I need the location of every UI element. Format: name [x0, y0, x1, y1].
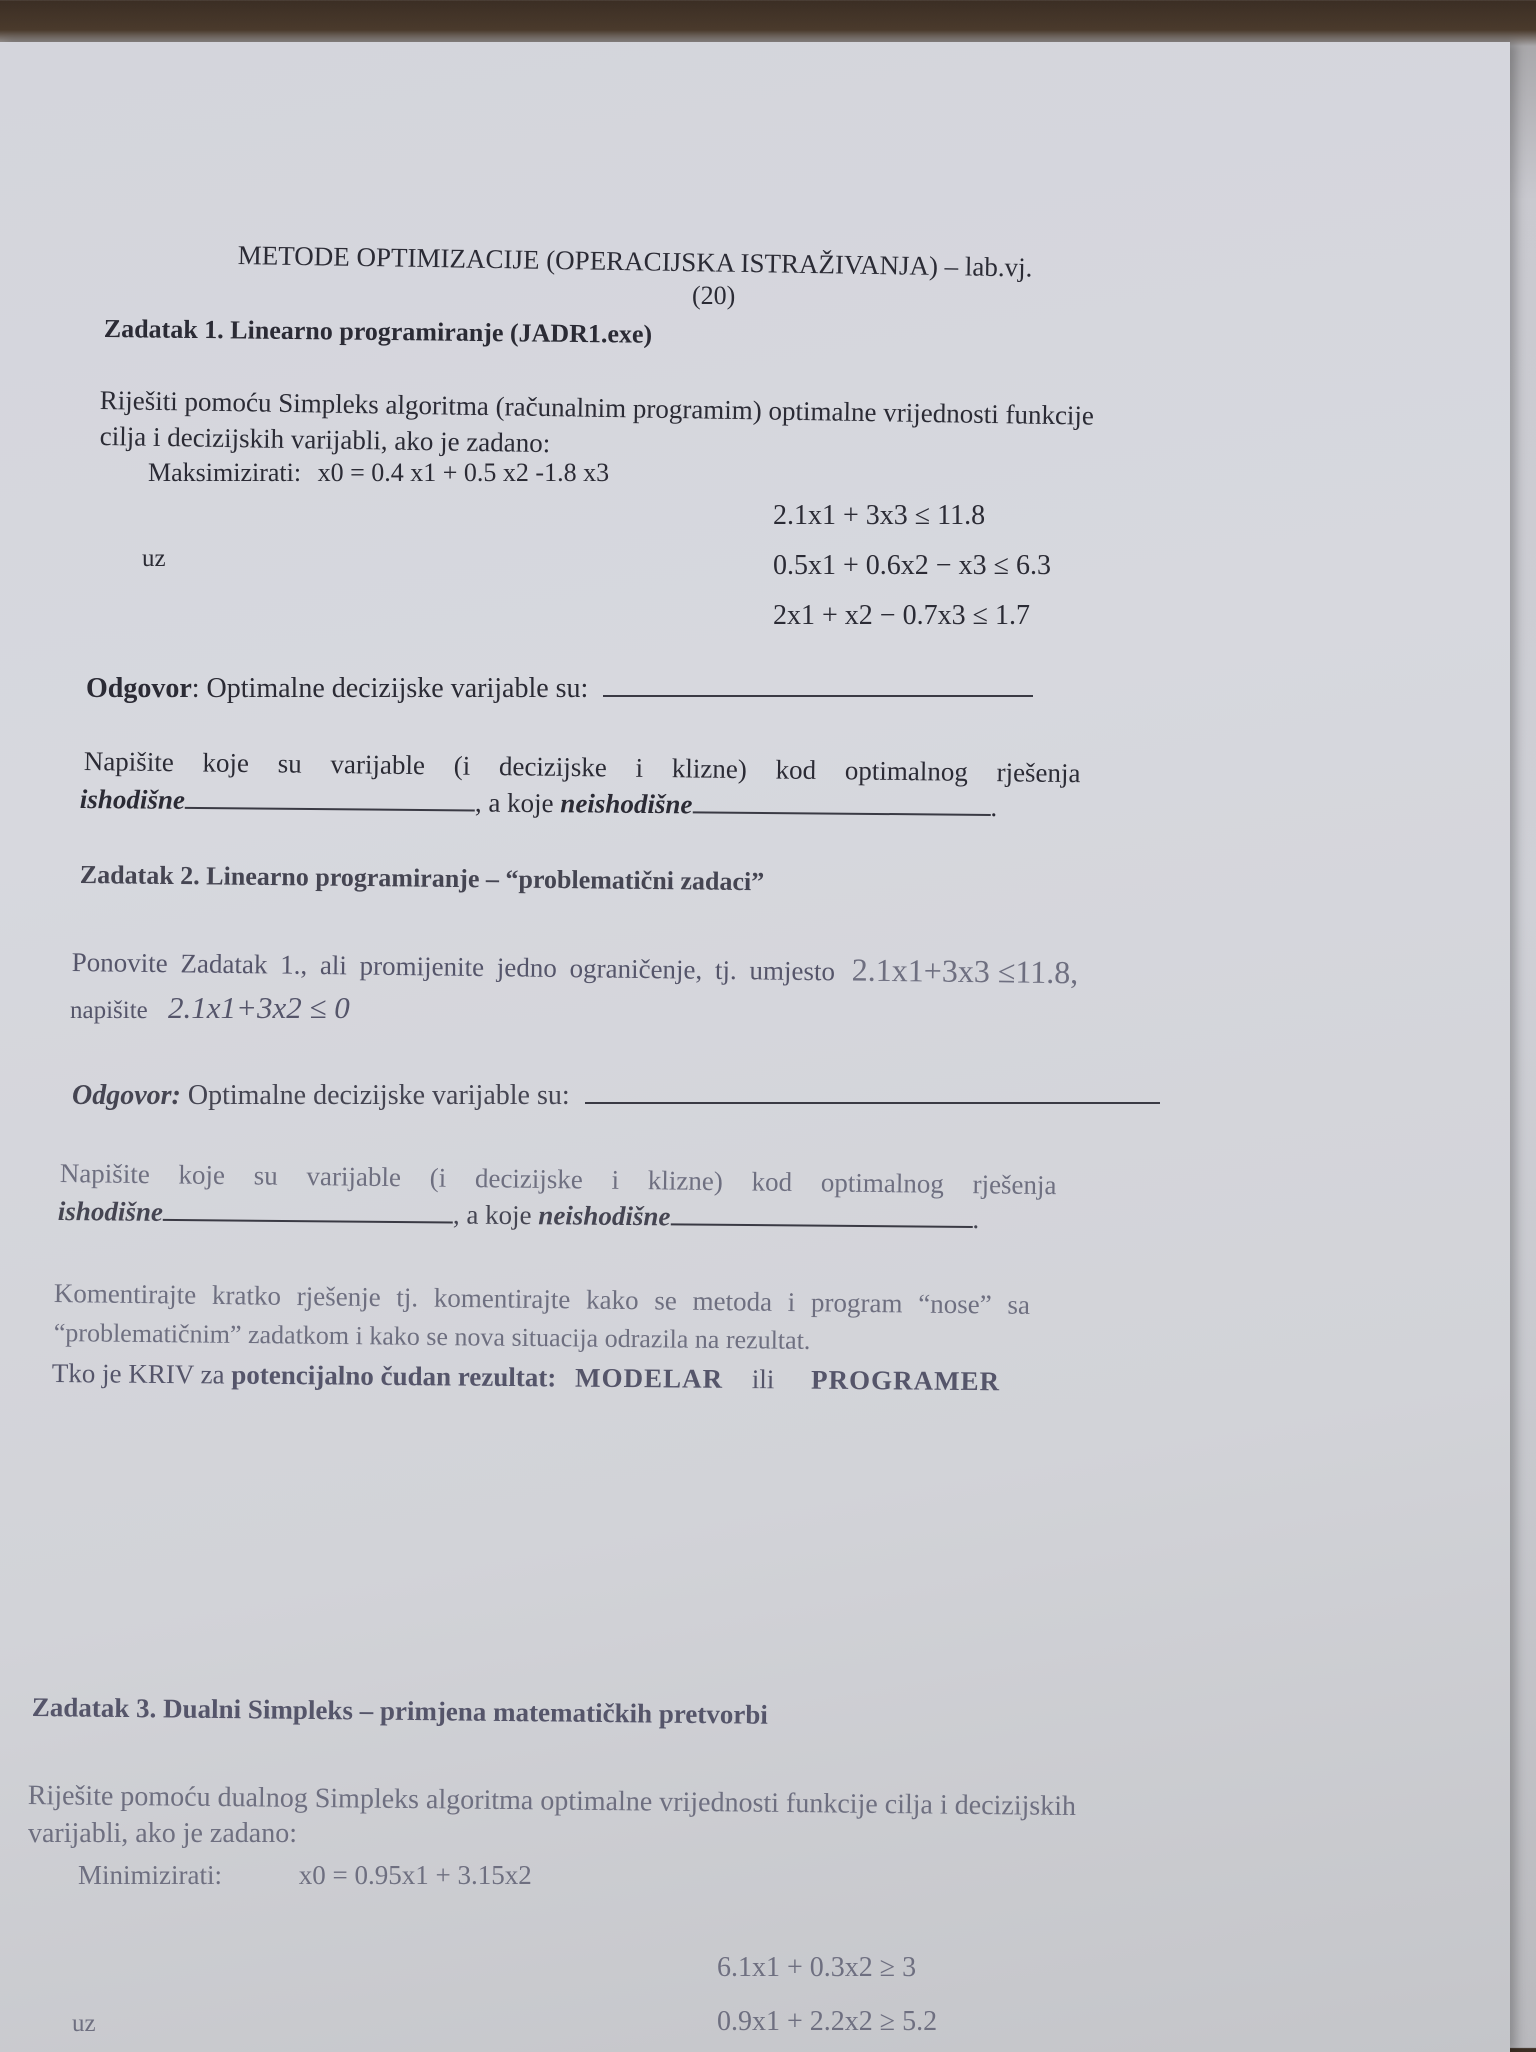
task1-nonbasic-blank[interactable] — [692, 810, 990, 816]
task2-blame-prefix: Tko je KRIV za — [51, 1358, 225, 1390]
task3-objective-label: Minimizirati: — [78, 1860, 222, 1890]
task1-constraint-3: 2x1 + x2 − 0.7x3 ≤ 1.7 — [773, 600, 1030, 631]
task1-basic-label: ishodišne — [79, 784, 186, 815]
task3-heading: Zadatak 3. Dualni Simpleks – primjena matematičkih pretvorbi — [31, 1692, 769, 1730]
task1-nonbasic-label: neishodišne — [560, 788, 693, 820]
task1-answer — [86, 673, 1033, 705]
task3-objective — [78, 1860, 532, 1891]
task2-comment-line1: Komentirajte kratko rješenje tj. komentirajte kako se metoda i program “nose” sa — [53, 1278, 1031, 1320]
document-title: METODE OPTIMIZACIJE (OPERACIJSKA ISTRAŽIVANJA) – lab.vj. — [237, 240, 1033, 283]
task2-answer-text: Optimalne decizijske varijable su: — [187, 1080, 570, 1111]
task2-nonbasic-blank[interactable] — [670, 1222, 972, 1228]
task1-answer-blank[interactable] — [603, 694, 1033, 697]
task2-write-line: Napišite koje su varijable (i decizijske i klizne) kod optimalnog rješenja — [59, 1158, 1057, 1201]
task2-or: ili — [751, 1364, 775, 1395]
task1-constraint-1: 2.1x1 + 3x3 ≤ 11.8 — [773, 500, 986, 531]
task2-basic-blank[interactable] — [163, 1218, 453, 1224]
task1-write-line: Napišite koje su varijable (i decizijske i klizne) kod optimalnog rješenja — [83, 746, 1081, 789]
points-label: (20) — [692, 281, 736, 310]
task3-uz-label: uz — [72, 2010, 96, 2037]
task2-heading: Zadatak 2. Linearno programiranje – “problematični zadaci” — [79, 860, 765, 897]
task2-old-constraint: 2.1x1+3x3 ≤11.8, — [851, 951, 1079, 991]
task2-write-label: napišite — [70, 997, 148, 1024]
task2-answer — [72, 1080, 1160, 1112]
task1-objective-label: Maksimizirati: — [148, 458, 302, 487]
task2-repeat-text: Ponovite Zadatak 1., ali promijenite jedno ograničenje, tj. umjesto — [71, 946, 836, 987]
task3-intro-line1: Riješite pomoću dualnog Simpleks algoritma optimalne vrijednosti funkcije cilja i decizijskih — [27, 1780, 1077, 1822]
task2-new-constraint-line — [70, 990, 350, 1026]
task2-comment-line2: “problematičnim” zadatkom i kako se nova situacija odrazila na rezultat. — [53, 1318, 811, 1355]
task3-constraint-2: 0.9x1 + 2.2x2 ≥ 5.2 — [717, 2006, 938, 2037]
task2-blame-bold: potencijalno čudan rezultat: — [231, 1359, 557, 1393]
option-programer[interactable]: PROGRAMER — [810, 1364, 1001, 1397]
task1-intro-line1: Riješiti pomoću Simpleks algoritma (računalnim programim) optimalne vrijednosti funkcije — [99, 385, 1095, 431]
task2-nonbasic-label: neishodišne — [538, 1200, 671, 1232]
task2-nonbasic-prefix: , a koje — [452, 1199, 532, 1231]
task3-constraint-1: 6.1x1 + 0.3x2 ≥ 3 — [717, 1952, 917, 1983]
task1-basic-blank[interactable] — [185, 806, 475, 812]
task1-objective-formula: x0 = 0.4 x1 + 0.5 x2 -1.8 x3 — [317, 458, 610, 487]
task1-uz-label: uz — [142, 545, 166, 572]
task2-new-constraint: 2.1x1+3x2 ≤ 0 — [168, 990, 350, 1025]
task2-answer-label: Odgovor: — [72, 1080, 181, 1111]
task2-basic-label: ishodišne — [57, 1196, 164, 1227]
task3-objective-formula: x0 = 0.95x1 + 3.15x2 — [298, 1860, 532, 1890]
task1-basic-row: ishodišne , a koje neishodišne . — [79, 784, 998, 823]
task1-intro-line2: cilja i decizijskih varijabli, ako je zadano: — [99, 421, 551, 459]
task1-answer-label: Odgovor — [86, 673, 192, 704]
task1-heading: Zadatak 1. Linearno programiranje (JADR1.exe) — [103, 314, 653, 349]
option-modelar[interactable]: MODELAR — [574, 1362, 724, 1394]
task3-intro-line2: varijabli, ako je zadano: — [28, 1818, 297, 1849]
task2-basic-row: ishodišne , a koje neishodišne . — [57, 1196, 980, 1235]
task1-constraint-2: 0.5x1 + 0.6x2 − x3 ≤ 6.3 — [773, 550, 1051, 581]
task2-answer-blank[interactable] — [585, 1101, 1160, 1104]
task1-answer-text: : Optimalne decizijske varijable su: — [191, 673, 589, 704]
task1-nonbasic-prefix: , a koje — [474, 787, 554, 819]
task1-objective — [148, 458, 609, 488]
